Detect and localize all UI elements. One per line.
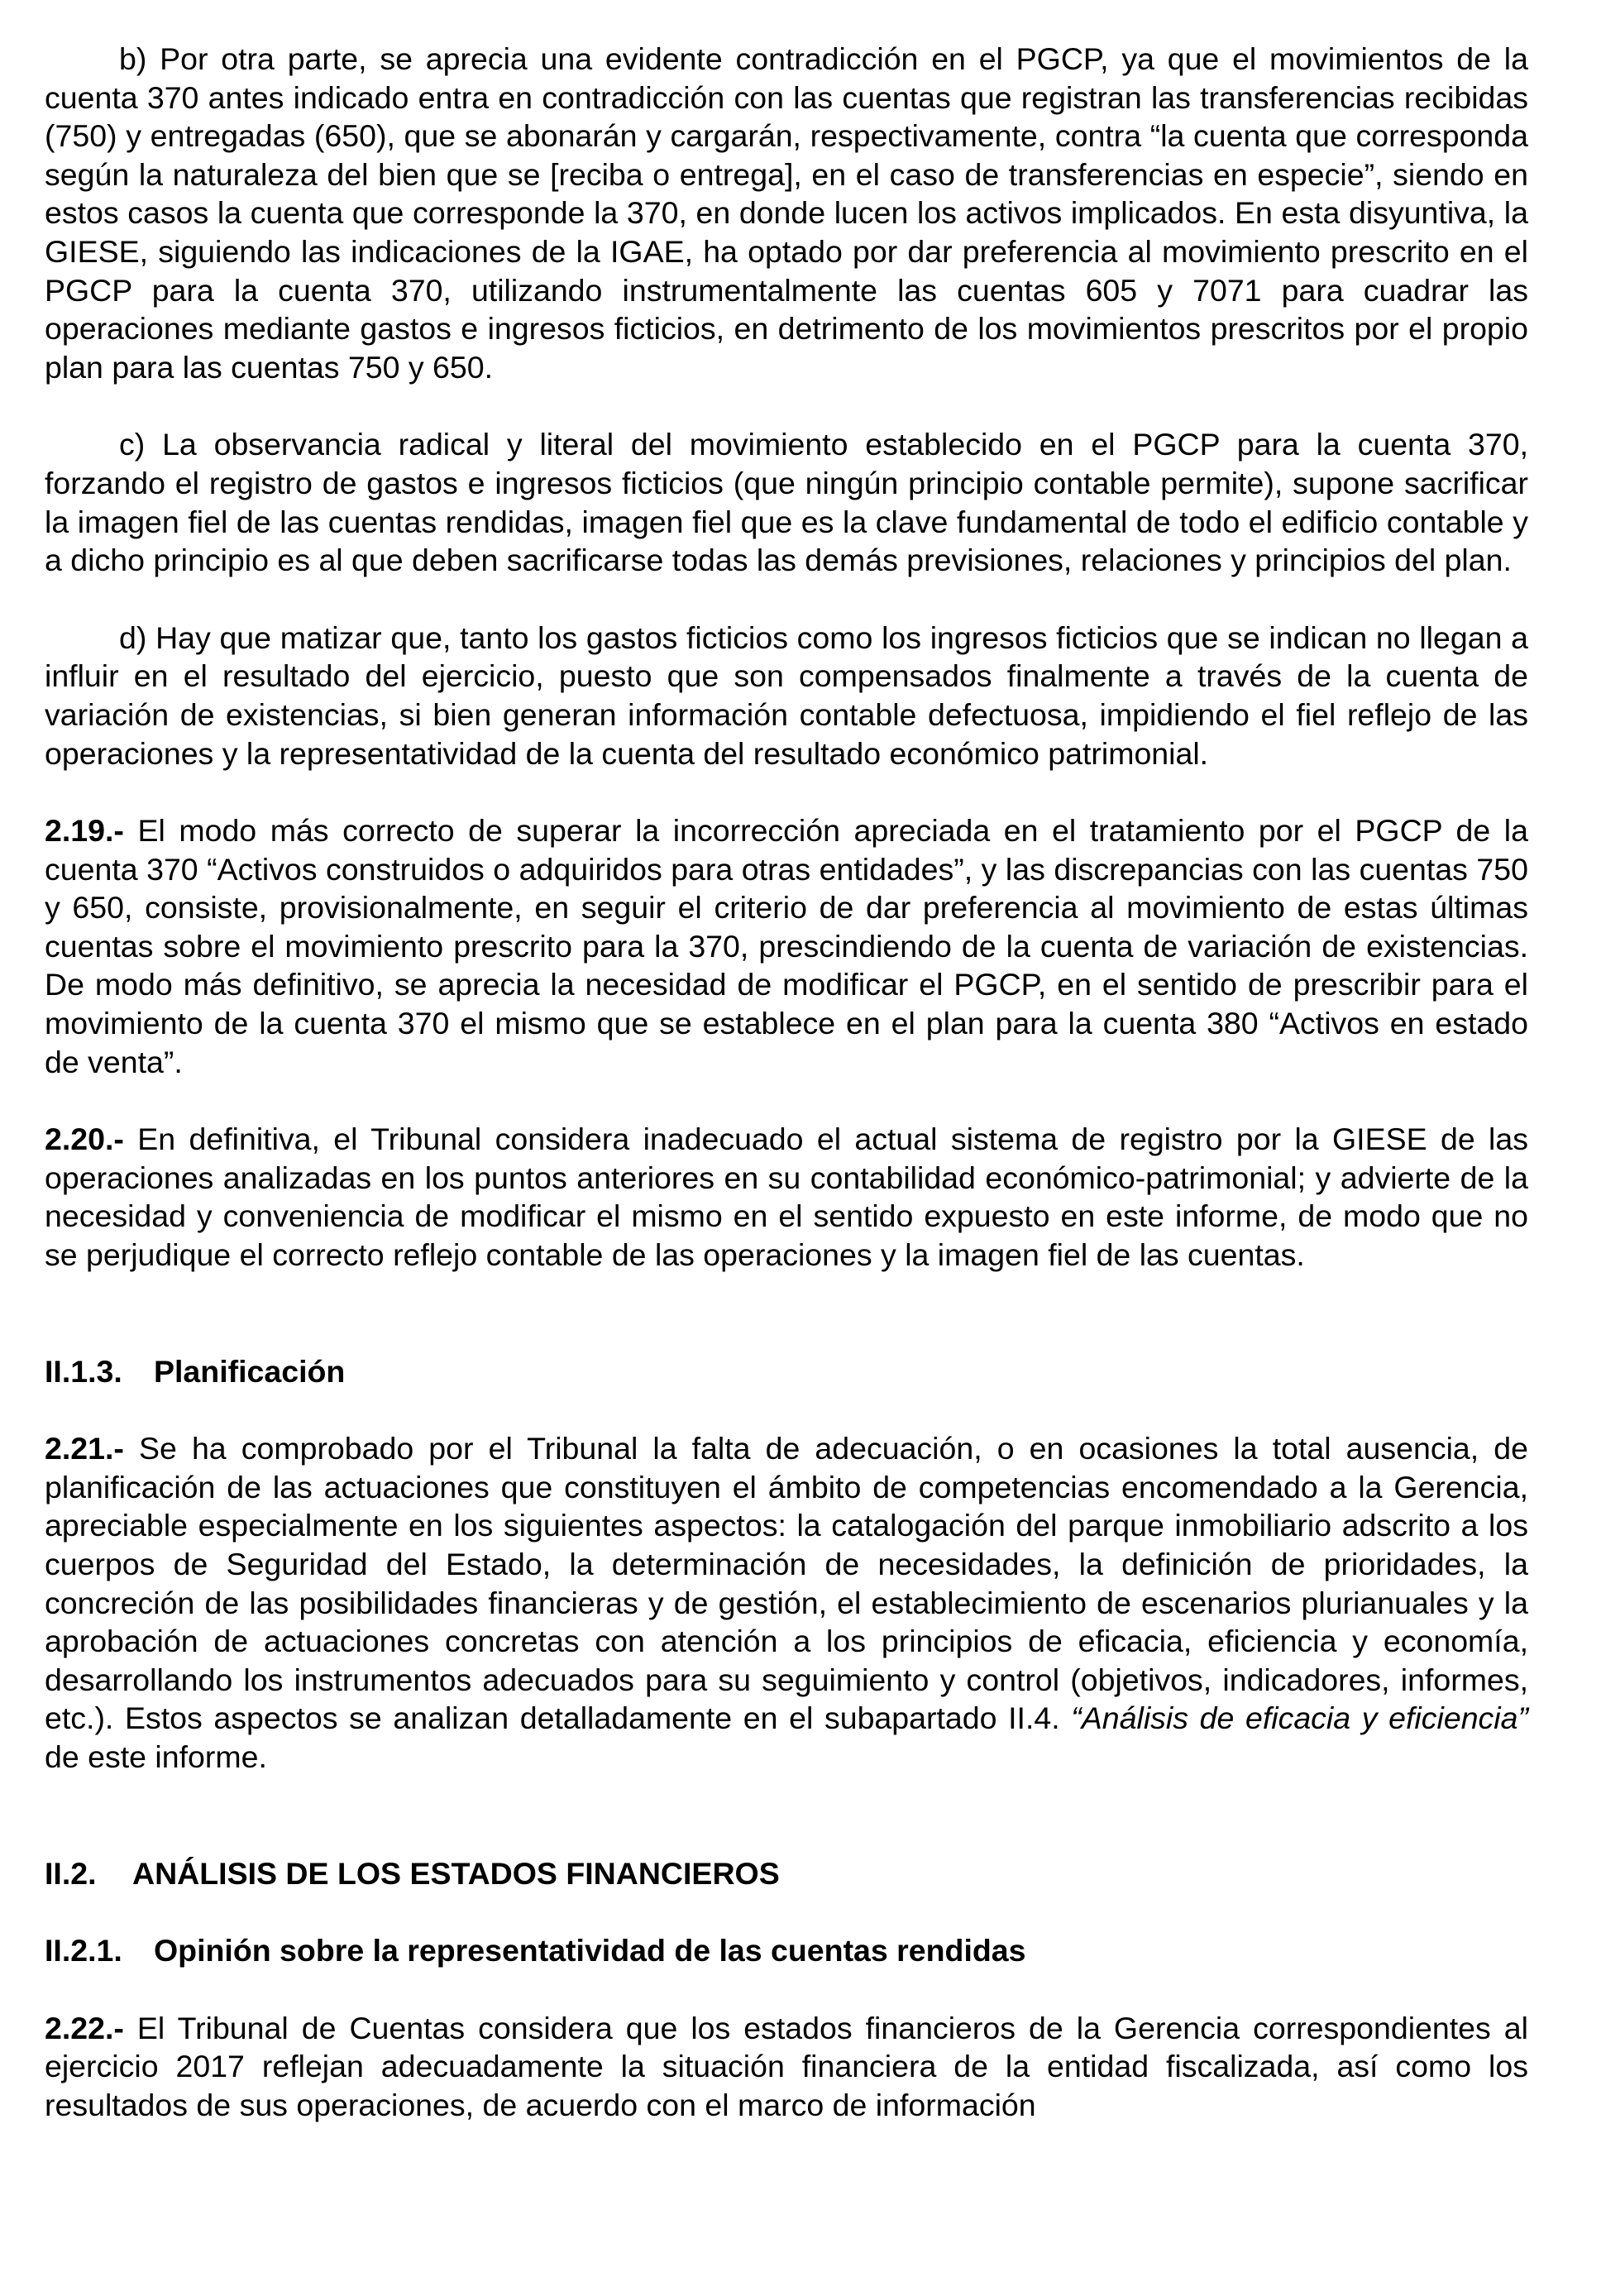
paragraph-2-21-italic: “Análisis de eficacia y eficiencia”	[1071, 1700, 1528, 1736]
paragraph-d-text: Hay que matizar que, tanto los gastos ficticios como los ingresos ficticios que se indican no llegan a influir en el resultado del ejercicio, puesto que son compensados finalmente a través de la cuenta de variación de existencias, si bien generan información contable defectuosa, impidiendo el fiel reflejo de las operaciones y la representatividad de la cuenta del resultado económico patrimonial.	[45, 619, 1528, 771]
heading-ii-1-3	[45, 1352, 1528, 1391]
paragraph-2-21	[45, 1429, 1528, 1776]
paragraph-c-label: c)	[119, 427, 146, 462]
heading-ii-1-3-number: II.1.3.	[45, 1353, 122, 1389]
paragraph-2-20	[45, 1120, 1528, 1274]
heading-ii-2-number: II.2.	[45, 1855, 97, 1891]
heading-ii-1-3-title: Planificación	[154, 1353, 346, 1389]
paragraph-2-20-number: 2.20.-	[45, 1122, 124, 1157]
paragraph-2-19	[45, 811, 1528, 1081]
paragraph-c	[45, 425, 1528, 579]
paragraph-d	[45, 619, 1528, 773]
paragraph-2-21-tail: de este informe.	[45, 1739, 267, 1774]
paragraph-b-label: b)	[119, 41, 147, 76]
paragraph-b	[45, 40, 1528, 386]
paragraph-2-20-text: En definitiva, el Tribunal considera inadecuado el actual sistema de registro por la GIESE de las operaciones analizadas en los puntos anteriores en su contabilidad económico-patrimonial; y advierte de la necesidad y conveniencia de modificar el mismo en el sentido expuesto en este informe, de modo que no se perjudique el correcto reflejo contable de las operaciones y la imagen fiel de las cuentas.	[45, 1122, 1528, 1273]
paragraph-2-22-number: 2.22.-	[45, 2010, 124, 2045]
heading-ii-2	[45, 1854, 1528, 1893]
paragraph-2-22	[45, 2009, 1528, 2125]
paragraph-2-19-text: El modo más correcto de superar la incorrección apreciada en el tratamiento por el PGCP de la cuenta 370 “Activos construidos o adquiridos para otras entidades”, y las discrepancias con las cuentas 750 y 650, consiste, provisionalmente, en seguir el criterio de dar preferencia al movimiento de estas últimas cuentas sobre el movimiento prescrito para la 370, prescindiendo de la cuenta de variación de existencias. De modo más definitivo, se aprecia la necesidad de modificar el PGCP, en el sentido de prescribir para el movimiento de la cuenta 370 el mismo que se establece en el plan para la cuenta 380 “Activos en estado de venta”.	[45, 813, 1528, 1079]
paragraph-c-text: La observancia radical y literal del movimiento establecido en el PGCP para la cuenta 370, forzando el registro de gastos e ingresos ficticios (que ningún principio contable permite), supone sacrificar la imagen fiel de las cuentas rendidas, imagen fiel que es la clave fundamental de todo el edificio contable y a dicho principio es al que deben sacrificarse todas las demás previsiones, relaciones y principios del plan.	[45, 427, 1528, 578]
paragraph-2-21-text: Se ha comprobado por el Tribunal la falta de adecuación, o en ocasiones la total ausencia, de planificación de las actuaciones que constituyen el ámbito de competencias encomendado a la Gerencia, apreciable especialmente en los siguientes aspectos: la catalogación del parque inmobiliario adscrito a los cuerpos de Seguridad del Estado, la determinación de necesidades, la definición de prioridades, la concreción de las posibilidades financieras y de gestión, el establecimiento de escenarios plurianuales y la aprobación de actuaciones concretas con atención a los principios de eficacia, eficiencia y economía, desarrollando los instrumentos adecuados para su seguimiento y control (objetivos, indicadores, informes, etc.). Estos aspectos se analizan detalladamente en el subapartado II.4.	[45, 1431, 1528, 1736]
heading-ii-2-1-number: II.2.1.	[45, 1933, 122, 1968]
paragraph-2-19-number: 2.19.-	[45, 813, 124, 849]
paragraph-2-21-number: 2.21.-	[45, 1431, 124, 1466]
heading-ii-2-1-title: Opinión sobre la representatividad de las cuentas rendidas	[154, 1933, 1026, 1968]
heading-ii-2-title: ANÁLISIS DE LOS ESTADOS FINANCIEROS	[132, 1855, 780, 1891]
paragraph-b-text: Por otra parte, se aprecia una evidente contradicción en el PGCP, ya que el movimientos de la cuenta 370 antes indicado entra en contradicción con las cuentas que registran las transferencias recibidas (750) y entregadas (650), que se abonarán y cargarán, respectivamente, contra “la cuenta que corresponda según la naturaleza del bien que se [reciba o entrega], en el caso de transferencias en especie”, siendo en estos casos la cuenta que corresponde la 370, en donde lucen los activos implicados. En esta disyuntiva, la GIESE, siguiendo las indicaciones de la IGAE, ha optado por dar preferencia al movimiento prescrito en el PGCP para la cuenta 370, utilizando instrumentalmente las cuentas 605 y 7071 para cuadrar las operaciones mediante gastos e ingresos ficticios, en detrimento de los movimientos prescritos por el propio plan para las cuentas 750 y 650.	[45, 41, 1528, 385]
paragraph-d-label: d)	[119, 619, 147, 655]
paragraph-2-22-text: El Tribunal de Cuentas considera que los estados financieros de la Gerencia correspondientes al ejercicio 2017 reflejan adecuadamente la situación financiera de la entidad fiscalizada, así como los resultados de sus operaciones, de acuerdo con el marco de información	[45, 2010, 1528, 2122]
heading-ii-2-1	[45, 1931, 1528, 1970]
